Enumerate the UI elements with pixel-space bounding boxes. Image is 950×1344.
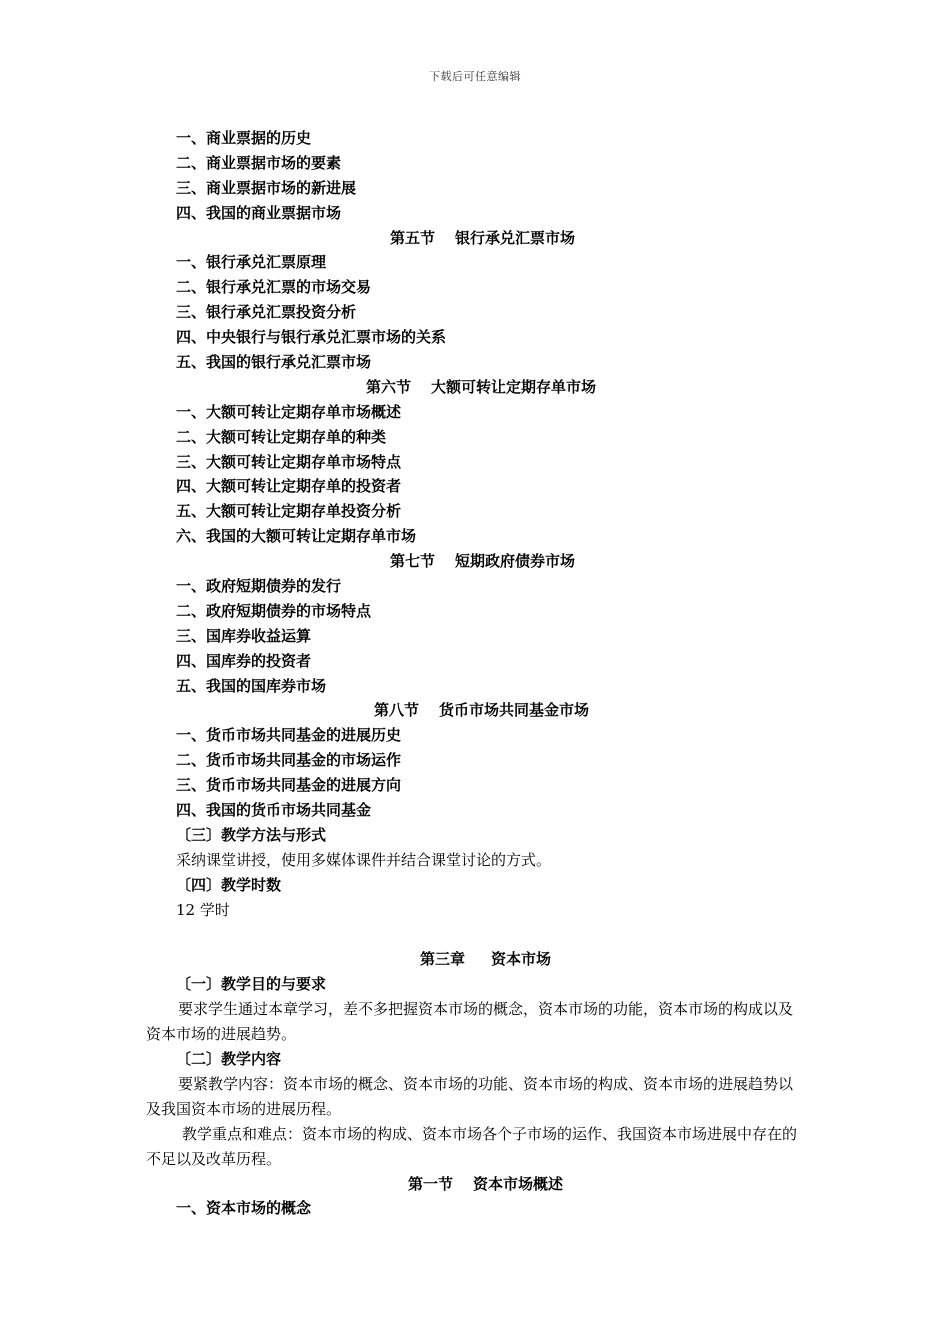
chapter-title: 资本市场 [491, 950, 552, 969]
section-heading [146, 375, 806, 400]
body-paragraph: 要求学生通过本章学习，差不多把握资本市场的概念，资本市场的功能，资本市场的构成以及资本市场的进展趋势。 [146, 1000, 794, 1044]
section-number: 第七节 [390, 552, 436, 571]
spacer [146, 923, 806, 948]
list-item: 二、商业票据市场的要素 [176, 153, 342, 172]
list-item: 一、货币市场共同基金的进展历史 [176, 726, 402, 745]
chapter-number: 第三章 [420, 950, 466, 969]
list-item: 三、大额可转让定期存单市场特点 [176, 452, 402, 471]
list-item: 四、国库券的投资者 [176, 651, 312, 670]
list-item: 四、我国的货币市场共同基金 [176, 801, 372, 820]
section-title: 大额可转让定期存单市场 [431, 377, 597, 396]
body-paragraph: 教学重点和难点：资本市场的构成、资本市场各个子市场的运作、我国资本市场进展中存在的不足以及改革历程。 [146, 1124, 798, 1168]
list-item: 六、我国的大额可转让定期存单市场 [176, 527, 417, 546]
list-item: 二、大额可转让定期存单的种类 [176, 427, 387, 446]
list-item: 三、货币市场共同基金的进展方向 [176, 776, 402, 795]
document-body [146, 126, 806, 1221]
list-item: 一、政府短期债券的发行 [176, 577, 342, 596]
list-item: 一、大额可转让定期存单市场概述 [176, 402, 402, 421]
list-item: 五、我国的银行承兑汇票市场 [176, 353, 372, 372]
body-text: 12 学时 [176, 900, 230, 919]
list-item: 四、我国的商业票据市场 [176, 203, 342, 222]
list-item: 三、国库券收益运算 [176, 626, 312, 645]
section-heading [146, 698, 806, 723]
section-number: 第一节 [408, 1174, 454, 1193]
section-heading [146, 226, 806, 251]
list-item: 一、商业票据的历史 [176, 129, 312, 147]
body-text: 采纳课堂讲授，使用多媒体课件并结合课堂讨论的方式。 [176, 850, 552, 869]
subsection-heading: 〔三〕教学方法与形式 [176, 825, 327, 844]
list-item: 二、货币市场共同基金的市场运作 [176, 751, 402, 770]
section-number: 第六节 [366, 377, 412, 396]
section-title: 货币市场共同基金市场 [439, 701, 590, 720]
section-number: 第五节 [390, 228, 436, 247]
list-item: 二、政府短期债券的市场特点 [176, 601, 372, 620]
list-item: 三、银行承兑汇票投资分析 [176, 303, 357, 322]
chapter-heading [146, 947, 806, 972]
section-heading [146, 549, 806, 574]
section-heading [146, 1172, 806, 1197]
body-paragraph: 要紧教学内容：资本市场的概念、资本市场的功能、资本市场的构成、资本市场的进展趋势以及我国资本市场的进展历程。 [146, 1074, 794, 1118]
list-item: 三、商业票据市场的新进展 [176, 178, 357, 197]
list-item: 五、大额可转让定期存单投资分析 [176, 502, 402, 521]
subsection-heading: 〔一〕教学目的与要求 [176, 975, 327, 994]
list-item: 五、我国的国库券市场 [176, 676, 327, 695]
list-item: 四、大额可转让定期存单的投资者 [176, 477, 402, 496]
subsection-heading: 〔二〕教学内容 [176, 1049, 282, 1068]
list-item: 一、银行承兑汇票原理 [176, 253, 327, 272]
section-number: 第八节 [374, 701, 420, 720]
list-item: 四、中央银行与银行承兑汇票市场的关系 [176, 328, 447, 347]
section-title: 资本市场概述 [473, 1174, 564, 1193]
list-item: 二、银行承兑汇票的市场交易 [176, 278, 372, 297]
list-item: 一、资本市场的概念 [176, 1199, 312, 1218]
subsection-heading: 〔四〕教学时数 [176, 875, 282, 894]
section-title: 短期政府债券市场 [455, 552, 576, 571]
page-header: 下载后可任意编辑 [429, 70, 521, 83]
section-title: 银行承兑汇票市场 [455, 228, 576, 247]
